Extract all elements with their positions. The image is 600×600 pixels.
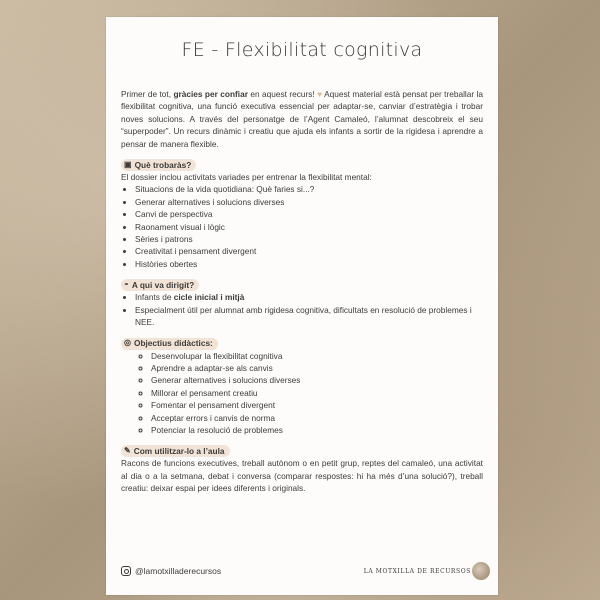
audience-prefix: Infants de [135,292,174,303]
intro-text-1: Primer de tot, [121,89,174,99]
brand-logo-icon [472,562,490,580]
section-heading-objectives [121,338,483,350]
list-item: ◦ Desenvolupar la flexibilitat cognitiva [151,350,483,362]
heading-pill [121,445,230,457]
box-icon: ▣ [124,159,132,169]
list-item: • Creativitat i pensament divergent [135,245,483,257]
intro-bold: gràcies per confiar [173,89,248,99]
list-item: ◦ Aprendre a adaptar-se als canvis [151,362,483,374]
section-heading-usage [121,445,483,457]
document-page [106,17,498,595]
brand-name: LA MOTXILLA DE RECURSOS [363,568,471,575]
list-item: ◦ Generar alternatives i solucions diverses [151,374,483,386]
hand-icon: ✎ [124,446,131,456]
instagram-handle[interactable] [121,566,221,576]
instagram-icon [121,566,131,576]
section-heading-audience [121,279,483,291]
heading-pill [121,279,199,291]
people-icon: ◓ [124,280,129,290]
page-title: FE - Flexibilitat cognitiva [181,39,423,61]
heart-icon: ♥ [317,89,323,99]
heading-label: Com utilitzar-lo a l’aula [133,446,225,457]
list-item: • Històries obertes [135,258,483,270]
heading-pill [121,338,218,350]
instagram-text: @lamotxilladerecursos [135,566,222,576]
usage-paragraph: Racons de funcions executives, treball autònom o en petit grup, reptes del camaleó, una activitat al dia o a la setmana, debat i conversa (comparar respostes: hi ha més d’una solució?), treball creatiu: deixar espai per idees diferents i originals. [121,458,483,494]
heading-label: Què trobaràs? [134,159,192,170]
list-item: • Especialment útil per alumnat amb rigidesa cognitiva, dificultats en resolució de problemes i NEE. [135,304,483,329]
list-item [135,291,483,303]
list-item: • Situacions de la vida quotidiana: Què faries si...? [135,183,483,195]
contents-list [121,183,483,270]
audience-list [121,291,483,328]
objectives-list [121,350,483,437]
list-item: • Generar alternatives i solucions diverses [135,196,483,208]
intro-paragraph [121,88,483,150]
heading-label: A qui va dirigit? [131,280,195,291]
list-item: • Canvi de perspectiva [135,208,483,220]
list-item: ◦ Fomentar el pensament divergent [151,399,483,411]
intro-text-2: en aquest recurs! [247,89,318,99]
list-item: ◦ Potenciar la resolució de problemes [151,424,483,436]
intro-text-3: Aquest material està pensat per treballar la flexibilitat cognitiva, una funció executiva essencial per adaptar-se, canviar d’estratègia i trobar noves solucions. A través del personatge de l’Agent Camaleó, l’alumnat descobreix el seu “superpoder”. Un recurs dinàmic i creatiu que ajuda els infants a sortir de la rigidesa i aprendre a pensar de manera flexible. [121,89,484,149]
list-item: • Raonament visual i lògic [135,221,483,233]
list-item: • Sèries i patrons [135,233,483,245]
heading-pill [121,159,196,171]
target-icon: ◎ [124,338,131,348]
list-item: ◦ Millorar el pensament creatiu [151,387,483,399]
document-content [121,88,483,495]
contents-lead: El dossier inclou activitats variades per entrenar la flexibilitat mental: [121,172,372,183]
heading-label: Objectius didàctics: [133,338,213,349]
list-item: ◦ Acceptar errors i canvis de norma [151,412,483,424]
audience-bold: cicle inicial i mitjà [173,292,245,303]
section-heading-contents [121,159,483,171]
